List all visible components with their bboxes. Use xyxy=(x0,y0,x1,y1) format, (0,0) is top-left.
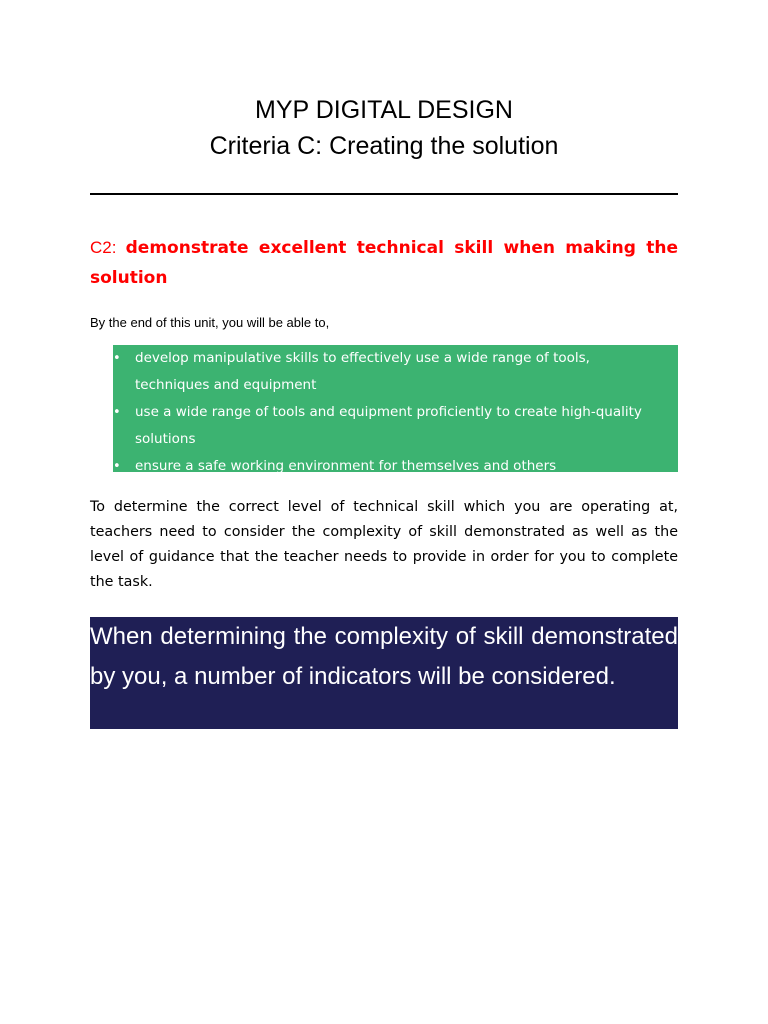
list-item xyxy=(113,453,678,480)
page-title: MYP DIGITAL DESIGN xyxy=(255,96,513,124)
bullet-icon: • xyxy=(113,459,121,474)
list-item xyxy=(113,399,678,453)
criterion-code: C2: xyxy=(90,238,117,257)
list-item xyxy=(113,345,678,399)
objective-text: ensure a safe working environment for themselves and others xyxy=(135,458,557,474)
page-subtitle: Criteria C: Creating the solution xyxy=(209,132,559,160)
skill-level-paragraph: To determine the correct level of technical skill which you are operating at, teachers need to consider the complexity of skill demonstrated as well as the level of guidance that the teacher needs to provide in order for you to complete the task. xyxy=(90,499,678,590)
indicators-callout: When determining the complexity of skill demonstrated by you, a number of indicators will be considered. xyxy=(90,617,678,729)
objective-text: develop manipulative skills to effectively use a wide range of tools, techniques and equipment xyxy=(135,350,590,393)
bullet-icon: • xyxy=(113,351,121,366)
objective-text: use a wide range of tools and equipment proficiently to create high-quality solutions xyxy=(135,404,642,447)
objectives-intro: By the end of this unit, you will be able to, xyxy=(90,315,330,330)
criterion-heading xyxy=(90,233,678,293)
objectives-list xyxy=(113,345,678,472)
criterion-description: demonstrate excellent technical skill when making the solution xyxy=(90,238,678,288)
bullet-icon: • xyxy=(113,405,121,420)
title-divider xyxy=(90,193,678,195)
page-title-block xyxy=(0,92,768,164)
